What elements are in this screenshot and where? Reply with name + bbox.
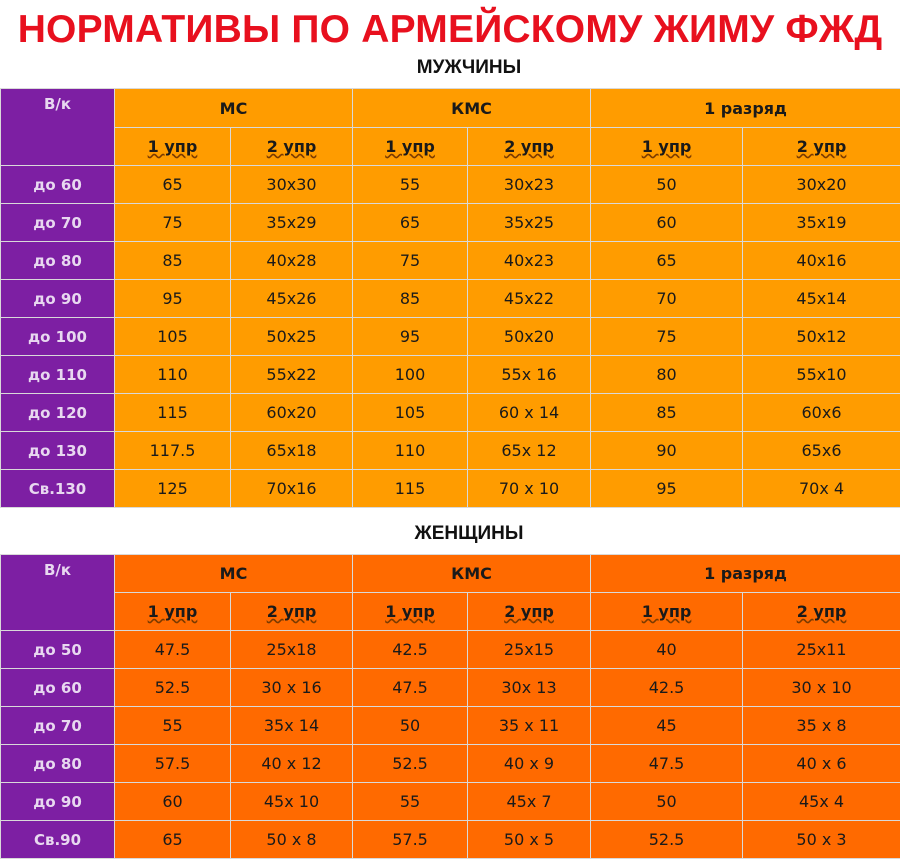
exercise-header <box>115 128 231 166</box>
exercise-header <box>591 593 743 631</box>
standard-value-cell: 70 х 10 <box>468 470 591 508</box>
standard-value-cell: 30 х 10 <box>743 669 900 707</box>
exercise-header <box>353 593 468 631</box>
standard-value-cell: 45х14 <box>743 280 900 318</box>
exercise-label: 2 упр <box>266 137 317 156</box>
standard-value-cell: 45х26 <box>231 280 353 318</box>
weight-class-cell: до 80 <box>1 242 115 280</box>
standard-value-cell: 55х22 <box>231 356 353 394</box>
exercise-header <box>468 128 591 166</box>
standard-value-cell: 40 х 12 <box>231 745 353 783</box>
weight-class-cell: до 100 <box>1 318 115 356</box>
standard-value-cell: 40х28 <box>231 242 353 280</box>
standard-value-cell: 30х30 <box>231 166 353 204</box>
standard-value-cell: 47.5 <box>591 745 743 783</box>
header-row-groups <box>1 555 900 593</box>
weight-class-header: В/к <box>1 89 115 166</box>
exercise-header <box>115 593 231 631</box>
weight-class-cell: до 60 <box>1 166 115 204</box>
standard-value-cell: 40х23 <box>468 242 591 280</box>
women-section-title: ЖЕНЩИНЫ <box>414 523 524 544</box>
standard-value-cell: 57.5 <box>353 821 468 859</box>
standard-value-cell: 100 <box>353 356 468 394</box>
weight-class-cell: Св.90 <box>1 821 115 859</box>
standard-value-cell: 65 <box>115 821 231 859</box>
rank-group-header: МС <box>115 555 353 593</box>
standard-value-cell: 35х19 <box>743 204 900 242</box>
standard-value-cell: 90 <box>591 432 743 470</box>
rank-group-header: КМС <box>353 89 591 128</box>
header-row-exercises <box>1 593 900 631</box>
men-section-title: МУЖЧИНЫ <box>416 57 522 78</box>
standard-value-cell: 30х23 <box>468 166 591 204</box>
standard-value-cell: 35х25 <box>468 204 591 242</box>
standard-value-cell: 117.5 <box>115 432 231 470</box>
weight-class-cell: до 70 <box>1 204 115 242</box>
weight-class-cell: до 90 <box>1 783 115 821</box>
standard-value-cell: 70х 4 <box>743 470 900 508</box>
header-row-groups <box>1 89 900 128</box>
standard-value-cell: 85 <box>591 394 743 432</box>
standard-value-cell: 30х20 <box>743 166 900 204</box>
weight-class-cell: до 70 <box>1 707 115 745</box>
exercise-label: 2 упр <box>504 602 554 621</box>
exercise-label: 2 упр <box>504 137 554 156</box>
standard-value-cell: 55 <box>353 166 468 204</box>
table-row <box>1 631 900 669</box>
standard-value-cell: 60 <box>591 204 743 242</box>
women-standards-table <box>0 554 900 859</box>
standard-value-cell: 52.5 <box>115 669 231 707</box>
weight-class-cell: до 130 <box>1 432 115 470</box>
weight-class-cell: до 50 <box>1 631 115 669</box>
standard-value-cell: 50 <box>591 783 743 821</box>
table-row <box>1 318 900 356</box>
standard-value-cell: 60 х 14 <box>468 394 591 432</box>
rank-group-header: МС <box>115 89 353 128</box>
exercise-label: 2 упр <box>796 137 847 156</box>
standard-value-cell: 40 х 6 <box>743 745 900 783</box>
exercise-label: 1 упр <box>147 602 198 621</box>
standard-value-cell: 85 <box>115 242 231 280</box>
standard-value-cell: 110 <box>115 356 231 394</box>
standard-value-cell: 35х 14 <box>231 707 353 745</box>
men-standards-table <box>0 88 900 508</box>
exercise-header <box>353 128 468 166</box>
rank-group-header: 1 разряд <box>591 89 900 128</box>
exercise-label: 1 упр <box>147 137 198 156</box>
header-row-exercises <box>1 128 900 166</box>
exercise-label: 1 упр <box>385 137 435 156</box>
standard-value-cell: 30 х 16 <box>231 669 353 707</box>
standard-value-cell: 42.5 <box>591 669 743 707</box>
weight-class-cell: до 90 <box>1 280 115 318</box>
standard-value-cell: 55 <box>115 707 231 745</box>
exercise-header <box>591 128 743 166</box>
standard-value-cell: 50 х 5 <box>468 821 591 859</box>
standard-value-cell: 95 <box>591 470 743 508</box>
exercise-header <box>743 593 900 631</box>
standard-value-cell: 65 <box>591 242 743 280</box>
standard-value-cell: 65х 12 <box>468 432 591 470</box>
standard-value-cell: 52.5 <box>591 821 743 859</box>
standard-value-cell: 110 <box>353 432 468 470</box>
standard-value-cell: 65х18 <box>231 432 353 470</box>
standard-value-cell: 50х20 <box>468 318 591 356</box>
standard-value-cell: 65х6 <box>743 432 900 470</box>
standard-value-cell: 50х25 <box>231 318 353 356</box>
table-row <box>1 745 900 783</box>
standard-value-cell: 50х12 <box>743 318 900 356</box>
standard-value-cell: 45х 10 <box>231 783 353 821</box>
table-row <box>1 432 900 470</box>
standard-value-cell: 50 <box>591 166 743 204</box>
standard-value-cell: 95 <box>353 318 468 356</box>
standard-value-cell: 45х 7 <box>468 783 591 821</box>
standard-value-cell: 55х 16 <box>468 356 591 394</box>
standard-value-cell: 57.5 <box>115 745 231 783</box>
table-row <box>1 783 900 821</box>
standard-value-cell: 42.5 <box>353 631 468 669</box>
standard-value-cell: 30х 13 <box>468 669 591 707</box>
standard-value-cell: 70х16 <box>231 470 353 508</box>
standard-value-cell: 70 <box>591 280 743 318</box>
table-row <box>1 669 900 707</box>
standard-value-cell: 47.5 <box>353 669 468 707</box>
standard-value-cell: 25х15 <box>468 631 591 669</box>
standard-value-cell: 35 х 8 <box>743 707 900 745</box>
table-row <box>1 394 900 432</box>
weight-class-header: В/к <box>1 555 115 631</box>
weight-class-cell: до 110 <box>1 356 115 394</box>
standard-value-cell: 45 <box>591 707 743 745</box>
exercise-label: 1 упр <box>641 137 692 156</box>
standard-value-cell: 35 х 11 <box>468 707 591 745</box>
standard-value-cell: 105 <box>353 394 468 432</box>
rank-group-header: КМС <box>353 555 591 593</box>
table-row <box>1 166 900 204</box>
standard-value-cell: 47.5 <box>115 631 231 669</box>
standard-value-cell: 50 <box>353 707 468 745</box>
exercise-header <box>231 128 353 166</box>
standard-value-cell: 40х16 <box>743 242 900 280</box>
standard-value-cell: 105 <box>115 318 231 356</box>
standard-value-cell: 50 х 3 <box>743 821 900 859</box>
standard-value-cell: 52.5 <box>353 745 468 783</box>
standard-value-cell: 125 <box>115 470 231 508</box>
standard-value-cell: 80 <box>591 356 743 394</box>
exercise-label: 2 упр <box>266 602 317 621</box>
weight-class-cell: Св.130 <box>1 470 115 508</box>
standard-value-cell: 75 <box>591 318 743 356</box>
table-row <box>1 821 900 859</box>
standard-value-cell: 75 <box>353 242 468 280</box>
standard-value-cell: 65 <box>353 204 468 242</box>
weight-class-cell: до 120 <box>1 394 115 432</box>
table-row <box>1 280 900 318</box>
standard-value-cell: 95 <box>115 280 231 318</box>
exercise-header <box>743 128 900 166</box>
standard-value-cell: 75 <box>115 204 231 242</box>
standard-value-cell: 55 <box>353 783 468 821</box>
standard-value-cell: 40 х 9 <box>468 745 591 783</box>
page-title: НОРМАТИВЫ ПО АРМЕЙСКОМУ ЖИМУ ФЖД <box>17 8 883 51</box>
standard-value-cell: 115 <box>115 394 231 432</box>
standard-value-cell: 50 х 8 <box>231 821 353 859</box>
exercise-header <box>468 593 591 631</box>
table-row <box>1 242 900 280</box>
weight-class-cell: до 60 <box>1 669 115 707</box>
standard-value-cell: 115 <box>353 470 468 508</box>
standard-value-cell: 65 <box>115 166 231 204</box>
standard-value-cell: 60х20 <box>231 394 353 432</box>
exercise-label: 1 упр <box>385 602 435 621</box>
table-row <box>1 356 900 394</box>
standard-value-cell: 25х11 <box>743 631 900 669</box>
exercise-label: 1 упр <box>641 602 692 621</box>
exercise-header <box>231 593 353 631</box>
weight-class-cell: до 80 <box>1 745 115 783</box>
exercise-label: 2 упр <box>796 602 847 621</box>
standard-value-cell: 60х6 <box>743 394 900 432</box>
standard-value-cell: 25х18 <box>231 631 353 669</box>
table-row <box>1 470 900 508</box>
standard-value-cell: 35х29 <box>231 204 353 242</box>
standard-value-cell: 55х10 <box>743 356 900 394</box>
standard-value-cell: 45х22 <box>468 280 591 318</box>
standard-value-cell: 85 <box>353 280 468 318</box>
standard-value-cell: 45х 4 <box>743 783 900 821</box>
standard-value-cell: 60 <box>115 783 231 821</box>
standard-value-cell: 40 <box>591 631 743 669</box>
table-row <box>1 204 900 242</box>
rank-group-header: 1 разряд <box>591 555 900 593</box>
table-row <box>1 707 900 745</box>
